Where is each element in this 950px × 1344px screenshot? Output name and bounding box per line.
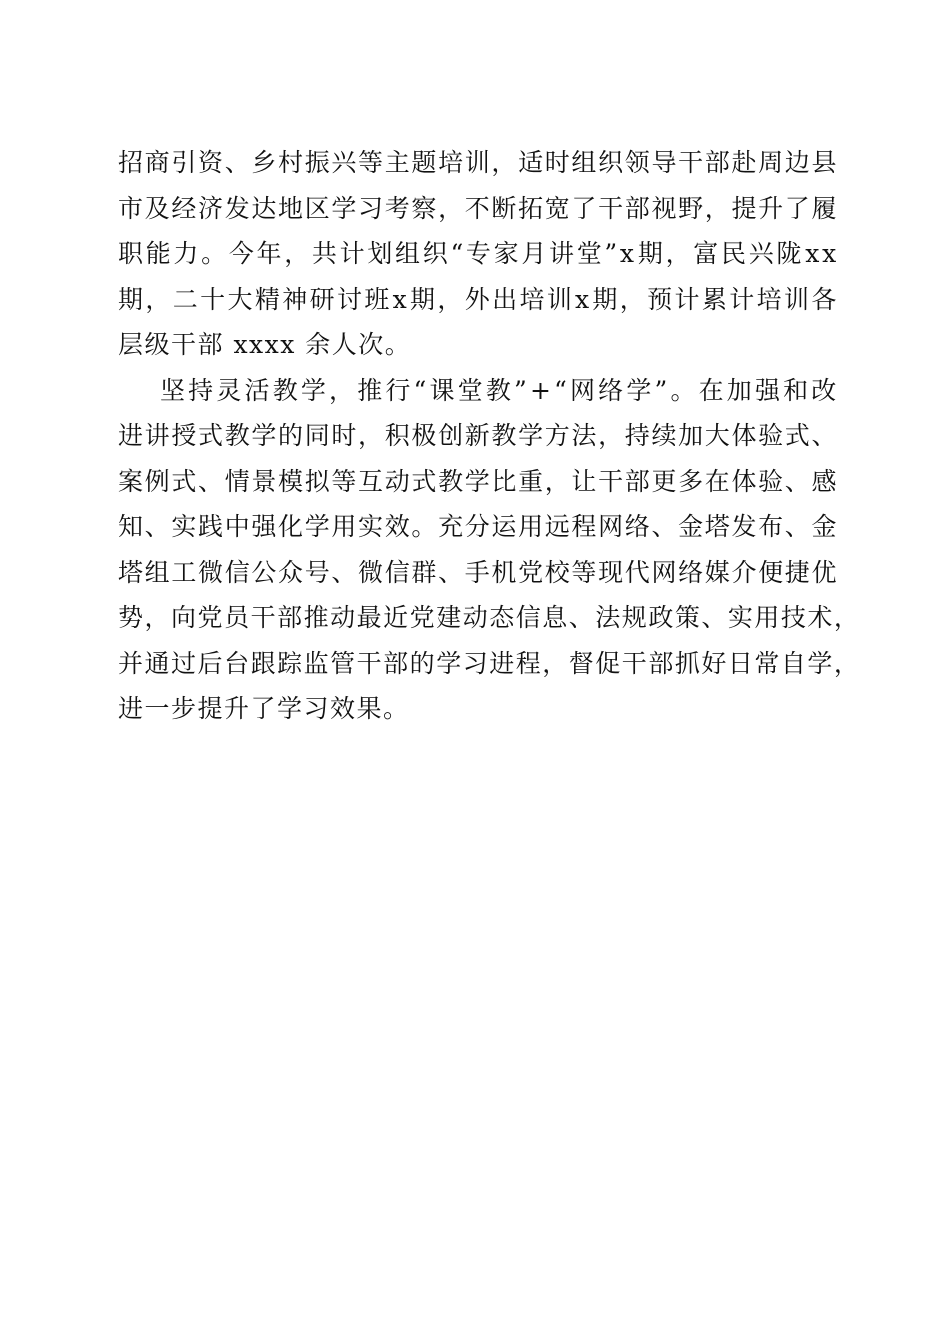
text-line-first: 坚 持 灵 活 教 学 ， 推 行 “ 课 堂 教 ” + “ 网 络 学 ” 。 在 加 强 和 改 xyxy=(160,375,838,405)
paragraph-training-plan xyxy=(118,140,838,368)
text-line: 期 ， 二 十 大 精 神 研 讨 班 x 期 ， 外 出 培 训 x 期 ， 预 计 累 计 培 训 各 xyxy=(118,284,838,314)
document-body xyxy=(118,140,861,732)
text-line: 市 及 经 济 发 达 地 区 学 习 考 察 ， 不 断 拓 宽 了 干 部 视 野 ， 提 升 了 履 xyxy=(118,193,838,223)
paragraph-flexible-teaching xyxy=(118,368,861,732)
text-line: 势 ， 向 党 员 干 部 推 动 最 近 党 建 动 态 信 息 、 法 规 政 策 、 实 用 技 术 ， xyxy=(118,603,861,632)
text-line: 进 讲 授 式 教 学 的 同 时 ， 积 极 创 新 教 学 方 法 ， 持 续 加 大 体 验 式 、 xyxy=(118,421,838,450)
text-line: 塔 组 工 微 信 公 众 号 、 微 信 群 、 手 机 党 校 等 现 代 网 络 媒 介 便 捷 优 xyxy=(118,557,838,587)
text-line: 案 例 式 、 情 景 模 拟 等 互 动 式 教 学 比 重 ， 让 干 部 更 多 在 体 验 、 感 xyxy=(118,466,838,496)
text-line: 知 、 实 践 中 强 化 学 用 实 效 。 充 分 运 用 远 程 网 络 、 金 塔 发 布 、 金 xyxy=(118,512,838,541)
text-line: 职 能 力 。 今 年 ， 共 计 划 组 织 “ 专 家 月 讲 堂 ” x 期 ， 富 民 兴 陇 x x xyxy=(118,239,838,268)
text-line: 招 商 引 资 、 乡 村 振 兴 等 主 题 培 训 ， 适 时 组 织 领 导 干 部 赴 周 边 县 xyxy=(118,148,838,177)
text-line-last: 层级干部 xxxx 余人次。 xyxy=(118,330,412,359)
text-line-last: 进一步提升了学习效果。 xyxy=(118,694,410,723)
text-line: 并 通 过 后 台 跟 踪 监 管 干 部 的 学 习 进 程 ， 督 促 干 部 抓 好 日 常 自 学 ， xyxy=(118,648,861,678)
